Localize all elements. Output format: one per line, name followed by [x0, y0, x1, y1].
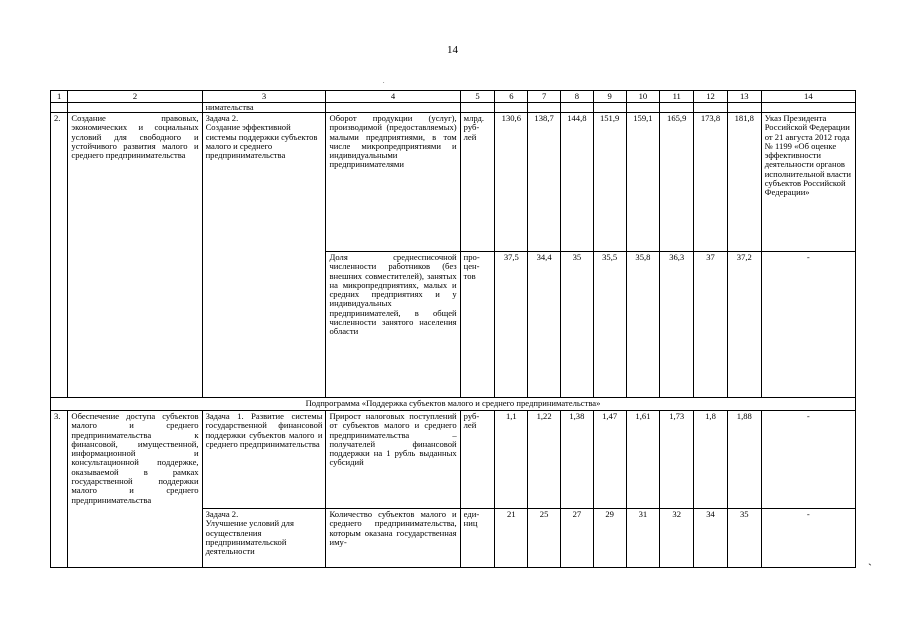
- value-cell: 37: [694, 252, 728, 398]
- value-cell: 25: [528, 509, 561, 568]
- value-cell: 138,7: [528, 113, 561, 252]
- row-number: 3.: [51, 411, 68, 568]
- value-cell: 1,47: [593, 411, 626, 509]
- value-cell: 35: [560, 252, 593, 398]
- col-num-2: 2: [68, 91, 202, 103]
- task-cell: Задача 2. Создание эффективной системы поддержки субъектов малого и среднего предпринимательства: [202, 113, 326, 398]
- value-cell: 181,8: [727, 113, 761, 252]
- table-row-3a: [51, 411, 856, 509]
- value-cell: 1,88: [727, 411, 761, 509]
- col-num-14: 14: [761, 91, 855, 103]
- continuation-row: [51, 103, 856, 113]
- value-cell: 1,1: [495, 411, 528, 509]
- col-num-9: 9: [593, 91, 626, 103]
- value-cell: 36,3: [660, 252, 694, 398]
- page-number: 14: [447, 44, 458, 56]
- value-cell: 35: [727, 509, 761, 568]
- value-cell: 31: [626, 509, 660, 568]
- value-cell: 165,9: [660, 113, 694, 252]
- col-num-4: 4: [326, 91, 460, 103]
- unit-cell: руб-лей: [460, 411, 495, 509]
- col-num-3: 3: [202, 91, 326, 103]
- unit-cell: млрд. руб-лей: [460, 113, 495, 252]
- value-cell: 144,8: [560, 113, 593, 252]
- value-cell: 1,22: [528, 411, 561, 509]
- col-num-13: 13: [727, 91, 761, 103]
- value-cell: 130,6: [495, 113, 528, 252]
- column-number-row: [51, 91, 856, 103]
- basis-cell: -: [761, 252, 855, 398]
- row-number: 2.: [51, 113, 68, 398]
- scan-dot: .: [383, 79, 385, 85]
- value-cell: 35,8: [626, 252, 660, 398]
- continued-text: нимательства: [202, 103, 326, 113]
- unit-cell: про-цен-тов: [460, 252, 495, 398]
- col-num-1: 1: [51, 91, 68, 103]
- basis-cell: -: [761, 509, 855, 568]
- value-cell: 37,2: [727, 252, 761, 398]
- goal-cell: Создание правовых, экономических и социальных условий для свободного и устойчивого развития малого и среднего предпринимательства: [68, 113, 202, 398]
- unit-cell: еди-ниц: [460, 509, 495, 568]
- value-cell: 1,8: [694, 411, 728, 509]
- col-num-10: 10: [626, 91, 660, 103]
- indicator-name: Оборот продукции (услуг), производимой (предоставляемых) малыми предприятиями, в том числе микропредприятиями и индивидуальными предпринимателями: [326, 113, 460, 252]
- col-num-11: 11: [660, 91, 694, 103]
- indicator-name: Количество субъектов малого и среднего предпринимательства, которым оказана государственная иму-: [326, 509, 460, 568]
- col-num-7: 7: [528, 91, 561, 103]
- value-cell: 1,61: [626, 411, 660, 509]
- indicator-name: Прирост налоговых поступлений от субъектов малого и среднего предпринимательства – получателей финансовой поддержки на 1 рубль выданных субсидий: [326, 411, 460, 509]
- value-cell: 1,73: [660, 411, 694, 509]
- basis-cell: Указ Президента Российской Федерации от 21 августа 2012 года № 1199 «Об оценке эффективности деятельности органов исполнительной власти субъектов Российской Федерации»: [761, 113, 855, 252]
- col-num-5: 5: [460, 91, 495, 103]
- basis-cell: -: [761, 411, 855, 509]
- col-num-6: 6: [495, 91, 528, 103]
- value-cell: 151,9: [593, 113, 626, 252]
- task-cell: Задача 2. Улучшение условий для осуществления предпринимательской деятельности: [202, 509, 326, 568]
- value-cell: 34,4: [528, 252, 561, 398]
- value-cell: 173,8: [694, 113, 728, 252]
- value-cell: 32: [660, 509, 694, 568]
- corner-mark: `: [868, 561, 872, 575]
- value-cell: 159,1: [626, 113, 660, 252]
- goal-cell: Обеспечение доступа субъектов малого и среднего предпринимательства к финансовой, имущественной, информационной и консультационной поддержке, оказываемой в рамках государственной поддержки малого и среднего предпринимательства: [68, 411, 202, 568]
- subprogram-title: Подпрограмма «Поддержка субъектов малого и среднего предпринимательства»: [51, 398, 856, 411]
- value-cell: 1,38: [560, 411, 593, 509]
- indicators-table: [50, 90, 856, 568]
- value-cell: 35,5: [593, 252, 626, 398]
- task-cell: Задача 1. Развитие системы государственной финансовой поддержки субъектов малого и среднего предпринимательства: [202, 411, 326, 509]
- value-cell: 34: [694, 509, 728, 568]
- value-cell: 27: [560, 509, 593, 568]
- value-cell: 37,5: [495, 252, 528, 398]
- subprogram-row: [51, 398, 856, 411]
- value-cell: 21: [495, 509, 528, 568]
- value-cell: 29: [593, 509, 626, 568]
- col-num-12: 12: [694, 91, 728, 103]
- indicator-name: Доля среднесписочной численности работников (без внешних совместителей), занятых на микропредприятиях, малых и средних предприятиях и у индивидуальных предпринимателей, в общей численности занятого населения области: [326, 252, 460, 398]
- col-num-8: 8: [560, 91, 593, 103]
- table-row-2a: [51, 113, 856, 252]
